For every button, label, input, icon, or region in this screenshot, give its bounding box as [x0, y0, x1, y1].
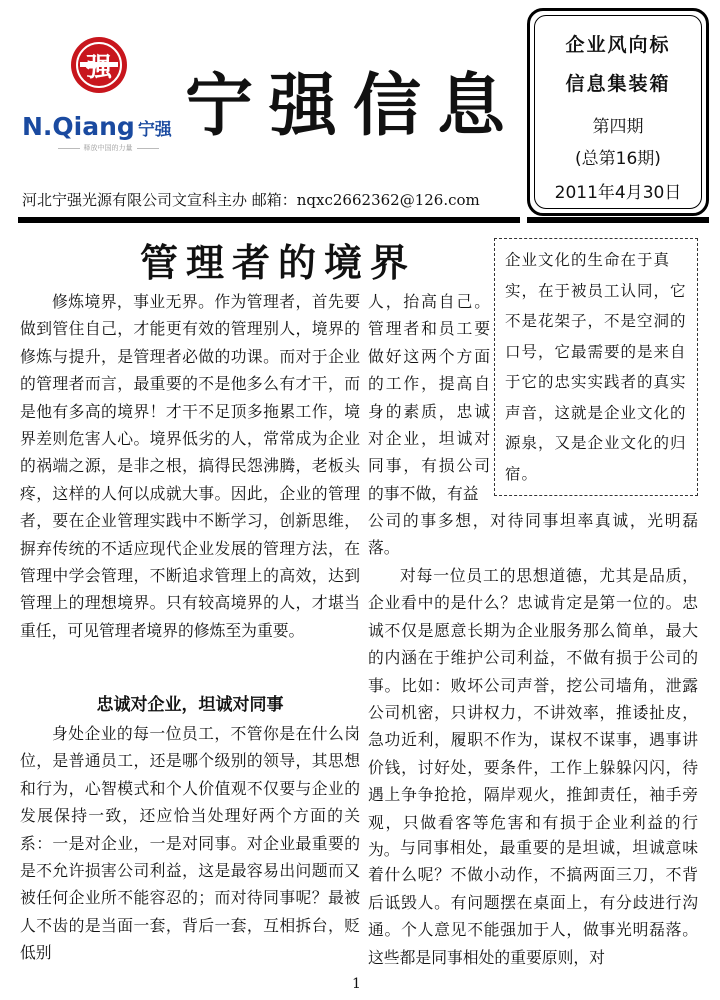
logo-wordmark — [22, 112, 172, 141]
paragraph-4: 对每一位员工的思想道德，尤其是品质，企业看中的是什么？忠诚肯定是第一位的。忠诚不仅是愿意长期为企业服务那么简单，最大的内涵在于维护公司利益，不做有损于公司的事。比如：败坏公司声誉，挖公司墙角，泄露公司机密，只讲权力，不讲效率，推诿扯皮，急功近利，履职不作为，谋权不谋事，遇事讲价钱，讨好处，要条件，工作上躲躲闪闪，待遇上争争抢抢，隔岸观火，推卸责任，袖手旁观，只做看客等危害和有损于企业利益的行为。 — [368, 566, 698, 860]
logo-mark-icon — [70, 36, 128, 94]
header-rule — [18, 217, 520, 223]
article-column-mid — [368, 288, 490, 507]
issue-box-inner-border — [534, 15, 702, 209]
page-number: 1 — [352, 976, 361, 992]
paragraph-6: 身处企业的每一位员工，不管你是在什么岗位，是普通员工，还是哪个级别的领导，其思想和行为，心智模式和个人价值观不仅要与企业的发展保持一致，还应恰当处理好两个方面的关系：一是对企业，一是对同事。对企业最重要的是不允许损害公司利益，这是最容易出问题而又被任何企业所不能容忍的；而对待同事呢？最被人不齿的是当面一套，背后一套，互相拆台，贬低别 — [20, 724, 360, 963]
logo-mark-char: 强 — [85, 53, 113, 83]
paragraph-5: 与同事相处，最重要的是坦诚，坦诚意味着什么呢？不做小动作，不搞两面三刀，不背后诋毁人。有问题摆在桌面上，有分歧进行沟通。个人意见不能强加于人，做事光明磊落。这些都是同事相处的重要原则，对 — [368, 838, 698, 967]
paragraph-1: 修炼境界，事业无界。作为管理者，首先要做到管住自己，才能更有效的管理别人，境界的修炼与提升，是管理者必做的功课。而对于企业的管理者而言，最重要的不是他多么有才干，而是他有多高的境界！才干不足顶多拖累工作，境界差则危害人心。境界低劣的人，常常成为企业的祸端之源，是非之根，搞得民怨沸腾，老板头疼，这样的人何以成就大事。因此，企业的管理者，要在企业管理实践中不断学习，创新思维，摒弃传统的不适应现代企业发展的管理方法，在管理中学会管理，不断追求管理上的高效，达到管理上的理想境界。只有较高境界的人，才堪当重任，可见管理者境界的修炼至为重要。 — [20, 292, 360, 640]
issue-line-1: 企业风向标 — [565, 34, 671, 56]
article-column-left-top — [20, 288, 360, 644]
article-column-left-bottom — [20, 720, 360, 967]
issue-total-number: (总第16期) — [575, 149, 661, 169]
issue-box — [527, 8, 709, 216]
logo-latin: N.Qiang — [22, 112, 135, 141]
section-subheading: 忠诚对企业，坦诚对同事 — [96, 695, 284, 715]
paragraph-3: 公司的事多想，对待同事坦率真诚，光明磊落。 — [368, 511, 698, 558]
issue-line-2: 信息集装箱 — [565, 73, 671, 95]
logo-cn: 宁强 — [137, 120, 172, 140]
article-title: 管理者的境界 — [140, 240, 417, 285]
header-rule-right — [527, 217, 709, 223]
quote-box: 企业文化的生命在于真实，在于被员工认同，它不是花架子，不是空洞的口号，它最需要的是来自于它的忠实实践者的真实声音，这就是企业文化的源泉，又是企业文化的归宿。 — [494, 238, 698, 496]
logo-slogan: 释放中国的力量 — [38, 143, 178, 153]
article-column-right-b — [368, 562, 698, 863]
article-column-right-c — [368, 834, 698, 971]
masthead-title: 宁强信息 — [185, 66, 522, 146]
article-column-right-a — [368, 507, 698, 562]
issue-date: 2011年4月30日 — [554, 183, 682, 203]
issue-number: 第四期 — [592, 117, 644, 137]
sponsor-line: 河北宁强光源有限公司文宣科主办 邮箱：nqxc2662362@126.com — [22, 191, 480, 209]
paragraph-2: 人，抬高自己。管理者和员工要做好这两个方面的工作，提高自身的素质，忠诚对企业，坦诚对同事，有损公司的事不做，有益 — [368, 292, 490, 503]
